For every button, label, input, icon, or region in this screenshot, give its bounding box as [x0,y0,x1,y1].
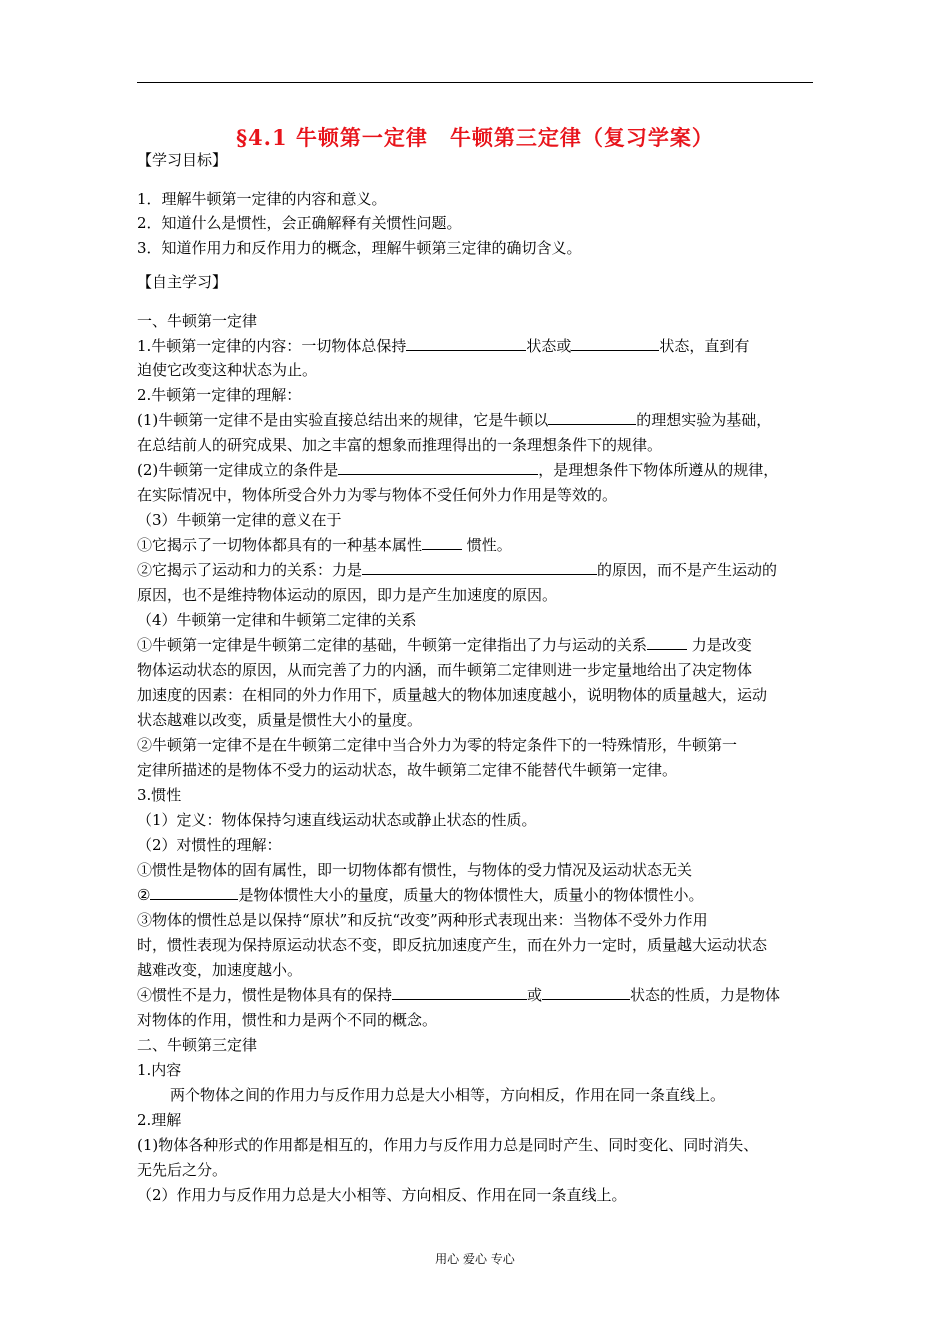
text-line: 原因，也不是维持物体运动的原因，即力是产生加速度的原因。 [137,586,558,604]
text-line: ④惯性不是力，惯性是物体具有的保持 或 状态的性质，力是物体 [137,986,781,1004]
text-line: ②牛顿第一定律不是在牛顿第二定律中当合外力为零的特定条件下的一特殊情形，牛顿第一 [137,736,738,754]
fill-in-blank[interactable] [338,460,538,475]
text-line: 物体运动状态的原因，从而完善了力的内涵，而牛顿第二定律则进一步定量地给出了决定物体 [137,661,753,679]
text-line: 状态越难以改变，质量是惯性大小的量度。 [137,711,423,729]
text-line: 两个物体之间的作用力与反作用力总是大小相等，方向相反，作用在同一条直线上。 [170,1086,726,1104]
text-line: 在总结前人的研究成果、加之丰富的想象而推理得出的一条理想条件下的规律。 [137,436,663,454]
text-line: 二、牛顿第三定律 [137,1036,258,1054]
fill-in-blank[interactable] [422,535,462,550]
fill-in-blank[interactable] [647,635,687,650]
text-line: 1.内容 [137,1061,182,1079]
header-rule [137,82,813,83]
text-line: 定律所描述的是物体不受力的运动状态，故牛顿第二定律不能替代牛顿第一定律。 [137,761,678,779]
text-line: ①它揭示了一切物体都具有的一种基本属性 惯性。 [137,536,512,554]
text-line: （2）对惯性的理解： [137,836,282,854]
fill-in-blank[interactable] [150,885,238,900]
text-line: ①惯性是物体的固有属性，即一切物体都有惯性，与物体的受力情况及运动状态无关 [137,861,693,879]
text-line: ②它揭示了运动和力的关系：力是 的原因，而不是产生运动的 [137,561,778,579]
page-footer: 用心 爱心 专心 [435,1252,515,1266]
text-line: （1）定义：物体保持匀速直线运动状态或静止状态的性质。 [137,811,537,829]
text-line: 3.惯性 [137,786,182,804]
text-line: （2）作用力与反作用力总是大小相等、方向相反、作用在同一条直线上。 [137,1186,627,1204]
fill-in-blank[interactable] [362,560,597,575]
text-line: (1)牛顿第一定律不是由实验直接总结出来的规律，它是牛顿以 的理想实验为基础， [137,411,772,429]
page-title: §4.1 牛顿第一定律 牛顿第三定律（复习学案） [236,125,714,150]
text-line: 对物体的作用，惯性和力是两个不同的概念。 [137,1011,438,1029]
text-line: 1.牛顿第一定律的内容：一切物体总保持 状态或 状态，直到有 [137,337,750,355]
text-line: （3）牛顿第一定律的意义在于 [137,511,342,529]
text-line: 时，惯性表现为保持原运动状态不变，即反抗加速度产生，而在外力一定时，质量越大运动状态 [137,936,768,954]
text-line: 1．理解牛顿第一定律的内容和意义。 [137,190,387,208]
text-line: ③物体的惯性总是以保持“原状”和反抗“改变”两种形式表现出来：当物体不受外力作用 [137,911,708,929]
fill-in-blank[interactable] [392,985,527,1000]
text-line: 在实际情况中，物体所受合外力为零与物体不受任何外力作用是等效的。 [137,486,618,504]
text-line: 2.牛顿第一定律的理解： [137,386,302,404]
text-line: 【学习目标】 [137,151,228,169]
text-line: 迫使它改变这种状态为止。 [137,361,318,379]
fill-in-blank[interactable] [571,336,659,351]
text-line: 3．知道作用力和反作用力的概念，理解牛顿第三定律的确切含义。 [137,239,582,257]
text-line: 无先后之分。 [137,1161,228,1179]
text-line: ② 是物体惯性大小的量度，质量大的物体惯性大，质量小的物体惯性小。 [137,886,704,904]
text-line: 一、牛顿第一定律 [137,312,258,330]
text-line: （4）牛顿第一定律和牛顿第二定律的关系 [137,611,417,629]
fill-in-blank[interactable] [548,410,636,425]
text-line: 加速度的因素：在相同的外力作用下，质量越大的物体加速度越小，说明物体的质量越大，运动 [137,686,768,704]
fill-in-blank[interactable] [406,336,526,351]
text-line: (2)牛顿第一定律成立的条件是 ，是理想条件下物体所遵从的规律， [137,461,779,479]
text-line: 2.理解 [137,1111,182,1129]
text-line: 2．知道什么是惯性，会正确解释有关惯性问题。 [137,214,462,232]
text-line: (1)物体各种形式的作用都是相互的，作用力与反作用力总是同时产生、同时变化、同时消失、 [137,1136,759,1154]
fill-in-blank[interactable] [542,985,630,1000]
text-line: 越难改变，加速度越小。 [137,961,303,979]
text-line: ①牛顿第一定律是牛顿第二定律的基础，牛顿第一定律指出了力与运动的关系 力是改变 [137,636,752,654]
text-line: 【自主学习】 [137,273,228,291]
